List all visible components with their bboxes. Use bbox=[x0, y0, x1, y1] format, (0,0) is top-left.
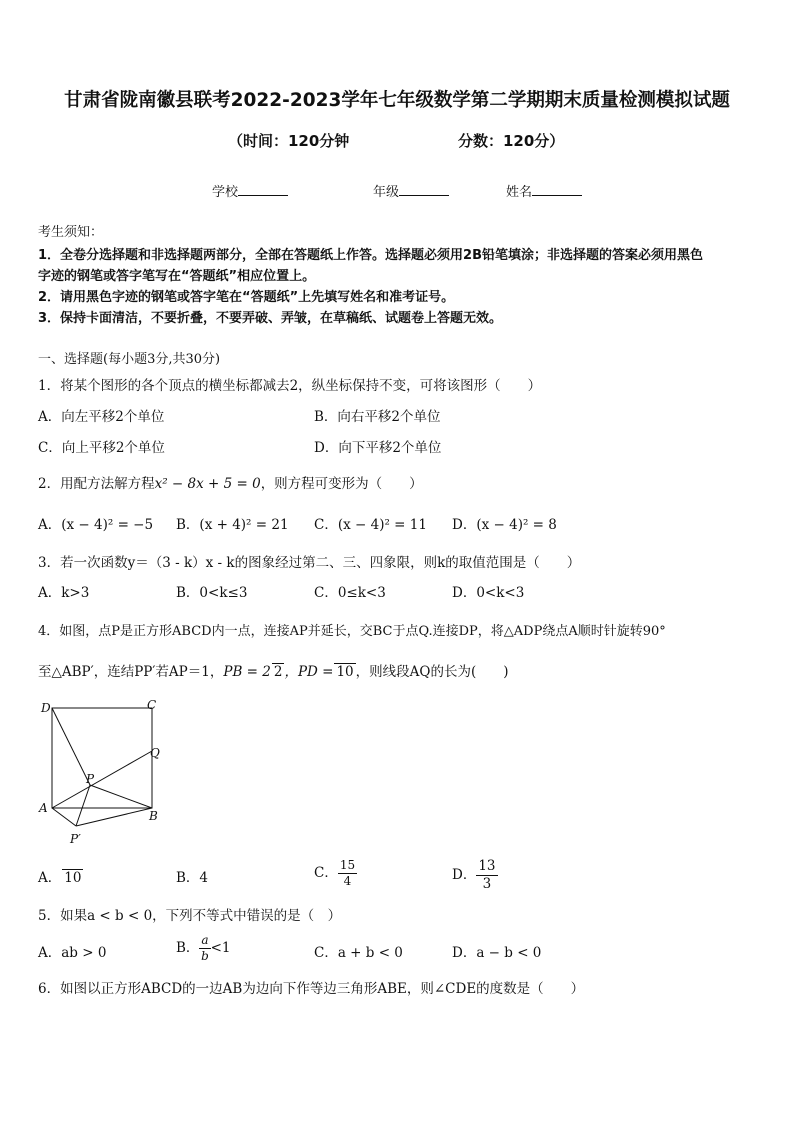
note-2: 2．请用黑色字迹的钢笔或答字笔在“答题纸”上先填写姓名和准考证号。 bbox=[38, 290, 455, 305]
label-d: D bbox=[41, 701, 51, 715]
segment-pb bbox=[90, 785, 152, 808]
q4-option-a: A． 10 bbox=[38, 870, 82, 886]
q3-option-c: C．0≤k<3 bbox=[314, 585, 386, 601]
q5-option-a: A．ab > 0 bbox=[38, 945, 107, 961]
note-3: 3．保持卡面清洁，不要折叠，不要弄破、弄皱，在草稿纸、试题卷上答题无效。 bbox=[38, 311, 503, 326]
grade-field: 年级 bbox=[373, 181, 449, 200]
q4-stem-line2: 至△ABP′，连结PP′若AP＝1，PB = 2 2 ，PD = 10 ，则线段AQ的长为( ) bbox=[38, 664, 509, 680]
q2-stem: 2．用配方法解方程x² − 8x + 5 = 0，则方程可变形为（ ） bbox=[38, 476, 423, 492]
q5-option-b: B． $\frac{a}{b}$ <1 bbox=[176, 933, 231, 963]
note-1: 1．全卷分选择题和非选择题两部分，全部在答题纸上作答。选择题必须用2B铅笔填涂；非选择题的答案必须用黑色 bbox=[38, 248, 704, 263]
label-b: B bbox=[149, 809, 158, 823]
segment-bp-prime bbox=[76, 808, 152, 826]
segment-aq bbox=[52, 751, 152, 808]
q1-option-c: C．向上平移2个单位 bbox=[38, 440, 165, 456]
q1-stem: 1．将某个图形的各个顶点的横坐标都减去2，纵坐标保持不变，可将该图形（ ） bbox=[38, 378, 542, 394]
label-p: P bbox=[86, 772, 95, 786]
q5-option-d: D．a − b < 0 bbox=[452, 945, 542, 961]
q1-option-d: D．向下平移2个单位 bbox=[314, 440, 442, 456]
label-a: A bbox=[39, 801, 48, 815]
q2-option-d: D．(x − 4)² = 8 bbox=[452, 517, 557, 533]
q3-option-b: B．0<k≤3 bbox=[176, 585, 248, 601]
notes-heading: 考生须知： bbox=[38, 225, 104, 240]
q5-option-c: C．a + b < 0 bbox=[314, 945, 403, 961]
q3-stem: 3．若一次函数y＝（3 - k）x - k的图象经过第二、三、四象限，则k的取值范围是（ ） bbox=[38, 555, 581, 571]
q4-stem-line1: 4．如图，点P是正方形ABCD内一点，连接AP并延长，交BC于点Q.连接DP，将△ADP绕点A顺时针旋转90° bbox=[38, 624, 666, 639]
q2-option-c: C．(x − 4)² = 11 bbox=[314, 517, 427, 533]
q4-pb-radical: 2 bbox=[273, 664, 283, 680]
q3-option-a: A．k>3 bbox=[38, 585, 90, 601]
segment-pp-prime bbox=[76, 785, 90, 826]
label-p-prime: P′ bbox=[70, 832, 81, 846]
q6-stem: 6．如图以正方形ABCD的一边AB为边向下作等边三角形ABE，则∠CDE的度数是（ ） bbox=[38, 981, 585, 997]
segment-ap-prime bbox=[52, 808, 76, 826]
note-1-cont: 字迹的钢笔或答字笔写在“答题纸”相应位置上。 bbox=[38, 269, 316, 284]
q1-option-b: B．向右平移2个单位 bbox=[314, 409, 441, 425]
q4-pd-radical: 10 bbox=[336, 664, 354, 680]
q4-option-d: D． $\frac{13}{3}$ bbox=[452, 858, 496, 892]
exam-time: （时间：120分钟 bbox=[228, 132, 350, 150]
q4-option-b: B．4 bbox=[176, 870, 209, 886]
exam-score: 分数：120分） bbox=[458, 132, 565, 150]
q2-option-a: A．(x − 4)² = −5 bbox=[38, 517, 154, 533]
school-field: 学校 bbox=[212, 181, 288, 200]
name-field: 姓名 bbox=[506, 181, 582, 200]
q4-square-figure bbox=[36, 696, 170, 852]
q4-option-c: C． $\frac{15}{4}$ bbox=[314, 858, 356, 888]
page-title: 甘肃省陇南徽县联考2022-2023学年七年级数学第二学期期末质量检测模拟试题 bbox=[64, 90, 730, 111]
q1-option-a: A．向左平移2个单位 bbox=[38, 409, 165, 425]
q2-option-b: B．(x + 4)² = 21 bbox=[176, 517, 289, 533]
q2-equation: x² − 8x + 5 = 0 bbox=[154, 476, 261, 492]
label-q: Q bbox=[150, 746, 160, 760]
q5-stem: 5．如果a < b < 0，下列不等式中错误的是（ ） bbox=[38, 908, 342, 924]
q3-option-d: D．0<k<3 bbox=[452, 585, 525, 601]
label-c: C bbox=[147, 698, 157, 712]
square-abcd bbox=[52, 708, 152, 808]
section-heading: 一、选择题(每小题3分,共30分) bbox=[38, 352, 221, 367]
segment-dp bbox=[52, 708, 90, 785]
